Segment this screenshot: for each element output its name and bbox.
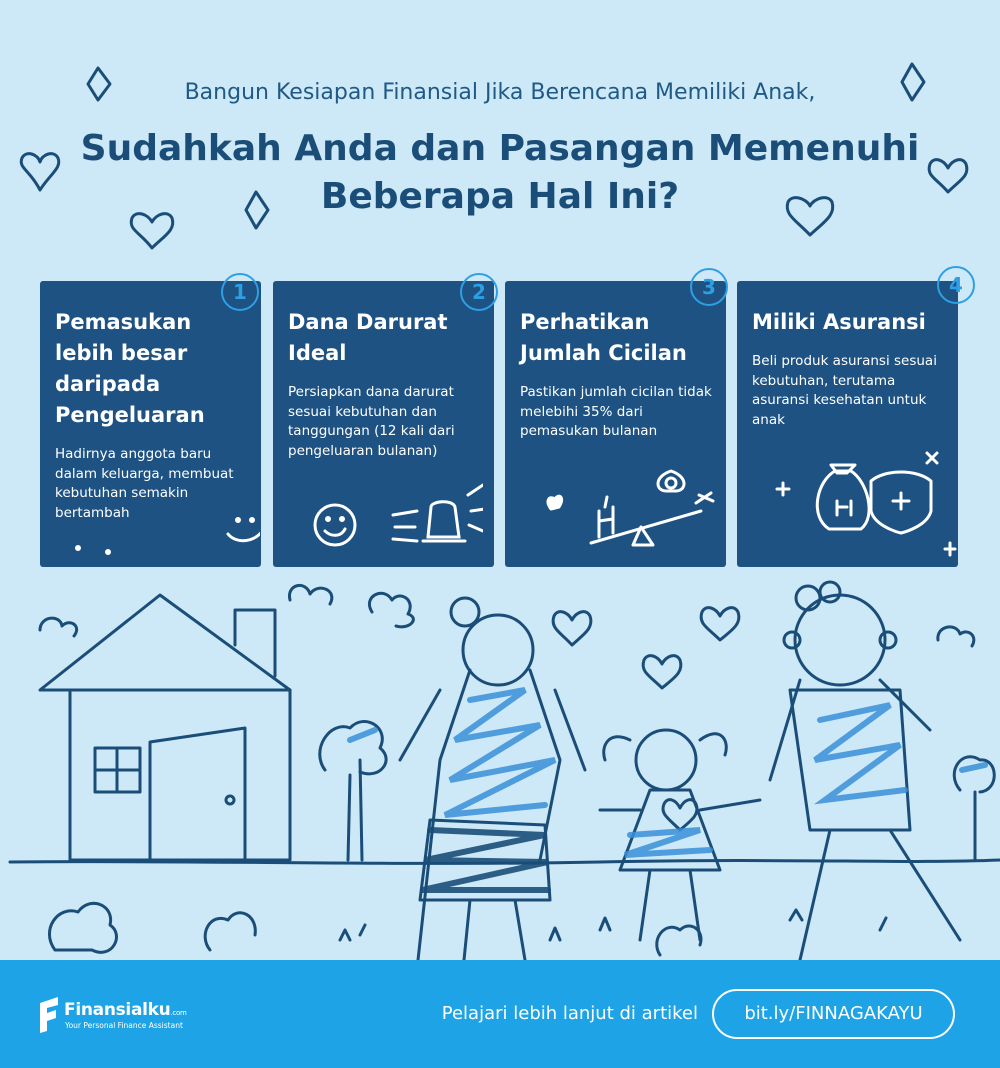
brand-name: Finansialku.com xyxy=(64,1000,187,1020)
title-line-2: Beberapa Hal Ini? xyxy=(320,176,680,217)
title-line-1: Sudahkah Anda dan Pasangan Memenuhi xyxy=(80,128,920,169)
heart-icon xyxy=(701,608,739,640)
card-text: Beli produk asuransi sesuai kebutuhan, terutama asuransi kesehatan untuk anak xyxy=(752,353,937,428)
card-title: Pemasukan lebih besar daripada Pengeluaran xyxy=(55,310,205,427)
heart-icon xyxy=(663,800,697,830)
step-number-badge: 4 xyxy=(937,266,975,304)
smile-icon xyxy=(60,506,260,566)
card-text: Pastikan jumlah cicilan tidak melebihi 35% dari pemasukan bulanan xyxy=(520,384,712,439)
step-number-badge: 2 xyxy=(460,273,498,311)
card-title: Dana Darurat Ideal xyxy=(288,310,448,365)
finansialku-logo-icon xyxy=(38,997,60,1033)
card-title: Miliki Asuransi xyxy=(752,310,926,334)
balance-scale-icon xyxy=(541,461,721,551)
heart-icon xyxy=(553,612,591,645)
cta-text: Pelajari lebih lanjut di artikel xyxy=(441,1003,698,1024)
brand-tagline: Your Personal Finance Assistant xyxy=(65,1021,183,1030)
card-text: Persiapkan dana darurat sesuai kebutuhan dan tanggungan (12 kali dari pengeluaran bulanan) xyxy=(288,384,455,459)
card-emergency-fund xyxy=(273,281,494,567)
step-number-badge: 1 xyxy=(221,273,259,311)
footer-bar xyxy=(0,960,1000,1068)
article-link-button[interactable]: bit.ly/FINNAGAKAYU xyxy=(712,989,955,1039)
card-text: Hadirnya anggota baru dalam keluarga, membuat kebutuhan semakin bertambah xyxy=(55,446,234,521)
brand-logo[interactable] xyxy=(38,997,238,1037)
subtitle: Bangun Kesiapan Finansial Jika Berencana Memiliki Anak, xyxy=(184,80,816,105)
step-number-badge: 3 xyxy=(690,268,728,306)
card-title: Perhatikan Jumlah Cicilan xyxy=(520,310,687,365)
siren-icon xyxy=(303,477,483,557)
card-insurance xyxy=(737,281,958,567)
card-installments xyxy=(505,281,726,567)
heart-icon xyxy=(643,656,681,688)
page-title xyxy=(0,125,1000,221)
insurance-shield-icon xyxy=(767,441,957,561)
card-income xyxy=(40,281,261,567)
